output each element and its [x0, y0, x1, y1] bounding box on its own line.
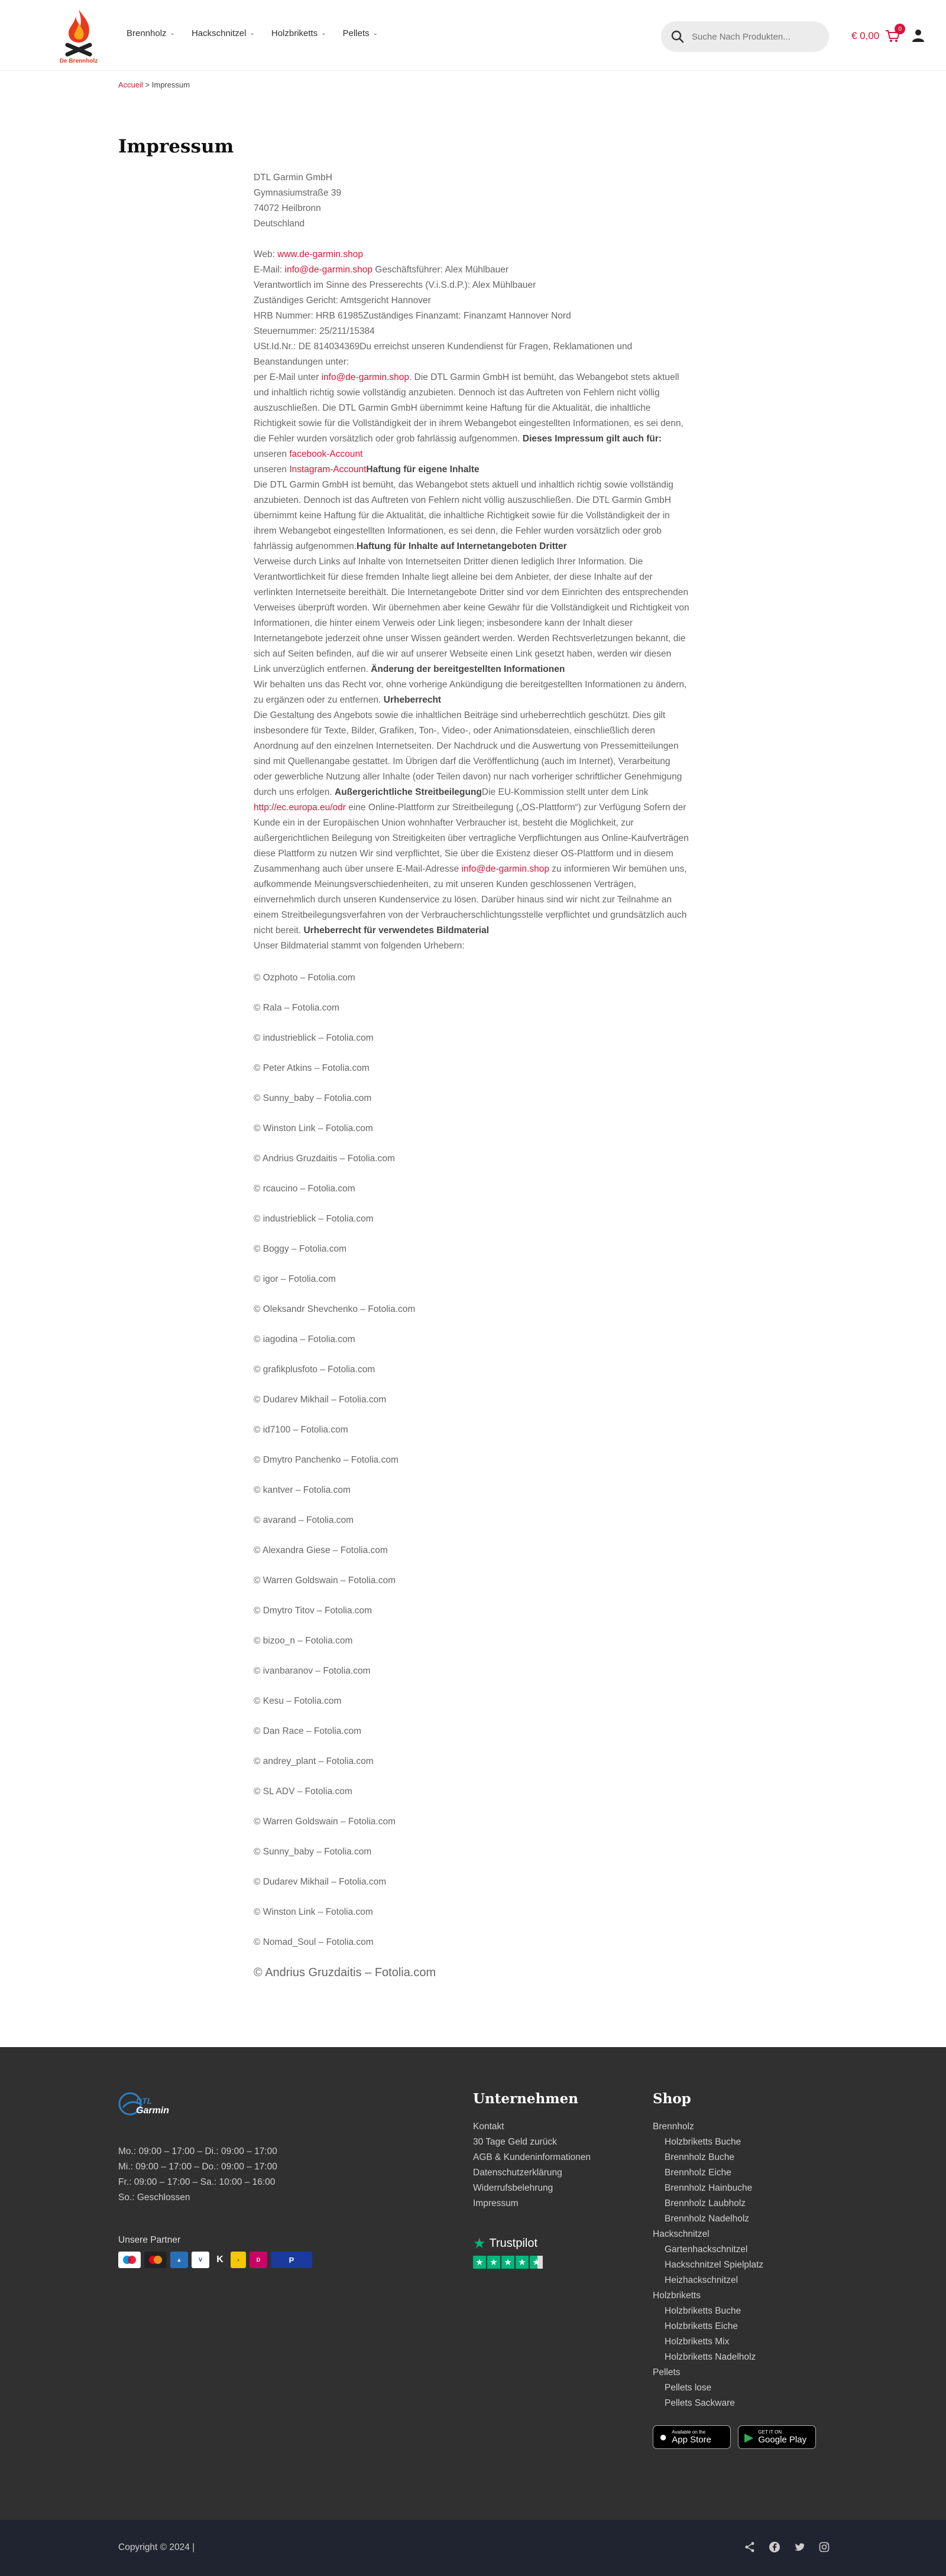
address-line: Deutschland [254, 219, 305, 229]
hours-line: Mi.: 09:00 – 17:00 – Do.: 09:00 – 17:00 [118, 2162, 277, 2172]
text: unseren [254, 449, 290, 459]
image-credit-large: © Andrius Gruzdaitis – Fotolia.com [254, 1966, 436, 1979]
breadcrumb [118, 80, 190, 89]
image-credit: © Dmytro Titov – Fotolia.com [254, 1606, 372, 1616]
breadcrumb-separator: > [145, 80, 150, 89]
image-credit: © Nomad_Soul – Fotolia.com [254, 1937, 374, 1947]
footer-link-agb[interactable]: AGB & Kundeninformationen [473, 2152, 591, 2162]
own-content-paragraph [254, 477, 690, 554]
shop-links [653, 2119, 763, 2411]
email-link[interactable]: info@de-garmin.shop [321, 372, 410, 382]
image-credit: © ivanbaranov – Fotolia.com [254, 1666, 371, 1676]
text: eine Online-Plattform zur Streitbeilegung („OS-Plattform“) zur Verfügung Sofern der Kunde ein in der Europäischen Union wohnhafter Verbraucher ist, besteht die Möglichkeit, zur außergerichtlichen Beilegung von Streitigkeiten über vertragliche Verpflichtungen aus Online-Kaufverträgen diese Plattform zu nutzen Wir sind verpflichtet, Sie über die Existenz dieser OS-Plattform und in diesem Zusammenhang auch über unsere E-Mail-Adresse [254, 803, 689, 874]
image-credit: © Winston Link – Fotolia.com [254, 1907, 373, 1917]
trustpilot-label: Trustpilot [489, 2237, 538, 2250]
star-icon: ★ [473, 2256, 486, 2269]
section-heading: Dieses Impressum gilt auch für: [522, 434, 662, 444]
section-heading: Änderung der bereitgestellten Informationen [371, 664, 565, 674]
web-label: Web: [254, 249, 275, 259]
email-link[interactable]: info@de-garmin.shop [284, 265, 372, 275]
image-credit: © Warren Goldswain – Fotolia.com [254, 1576, 396, 1586]
image-credit: © Rala – Fotolia.com [254, 1003, 339, 1013]
image-credit: © Dudarev Mikhail – Fotolia.com [254, 1395, 387, 1405]
section-heading: Haftung für Inhalte auf Internetangeboten Dritter [357, 541, 567, 551]
share-icon[interactable] [744, 2541, 756, 2553]
page-title: Impressum [118, 136, 234, 157]
images-intro: Unser Bildmaterial stammt von folgenden Urhebern: [254, 941, 465, 951]
maestro-icon [118, 2252, 141, 2268]
site-footer [0, 2047, 946, 2520]
image-credit: © Andrius Gruzdaitis – Fotolia.com [254, 1154, 395, 1164]
play-icon: ▶ [744, 2431, 754, 2444]
star-icon: ★ [516, 2256, 529, 2269]
image-credit: © Dan Race – Fotolia.com [254, 1726, 361, 1736]
website-link[interactable]: www.de-garmin.shop [277, 249, 363, 259]
facebook-link[interactable]: facebook-Account [289, 449, 363, 459]
image-credit: © Sunny_baby – Fotolia.com [254, 1093, 372, 1103]
image-credit: © Sunny_baby – Fotolia.com [254, 1847, 372, 1857]
footer-link-kontakt[interactable]: Kontakt [473, 2122, 504, 2132]
image-credit: © Warren Goldswain – Fotolia.com [254, 1817, 396, 1827]
social-line [254, 462, 690, 477]
text: . Die DTL Garmin GmbH ist bemüht, das Webangebot stets aktuell und inhaltlich richtig sowie vollständig anzubieten. Dennoch ist das Auftreten von Fehlern nicht völlig auszuschließen. Die DTL Garmin GmbH übernimmt keine Haftung für die Aktualität, die inhaltliche Richtigkeit sowie für die Vollständigkeit der in ihrem Webangebot eingestellten Informationen, es sei denn, die Fehler wurden vorsätzlich oder grob fahrlässig aufgenommen. [254, 372, 683, 444]
odr-link[interactable]: http://ec.europa.eu/odr [254, 803, 346, 813]
nav-item-brennholz[interactable] [127, 28, 175, 38]
mastercard-icon [144, 2252, 167, 2268]
image-credit: © Kesu – Fotolia.com [254, 1696, 342, 1706]
trustpilot-logo [473, 2235, 550, 2252]
section-heading: Haftung für eigene Inhalte [366, 464, 480, 475]
image-credit: © id7100 – Fotolia.com [254, 1425, 348, 1435]
footer-shop-sublink[interactable]: Gartenhackschnitzel [665, 2244, 748, 2255]
instagram-icon[interactable] [818, 2541, 830, 2553]
copyright-paragraph [254, 708, 690, 938]
google-play-badge[interactable] [738, 2425, 816, 2449]
footer-shop-sublink[interactable]: Holzbriketts Nadelholz [665, 2352, 756, 2362]
image-credit: © Peter Atkins – Fotolia.com [254, 1063, 370, 1073]
section-heading: Außergerichtliche Streitbeilegung [335, 787, 482, 797]
footer-shop-sublink[interactable]: Pellets Sackware [665, 2398, 735, 2408]
hours-line: Fr.: 09:00 – 17:00 – Sa.: 10:00 – 16:00 [118, 2177, 276, 2187]
company-title: Unternehmen [473, 2091, 578, 2107]
email-label: E-Mail: [254, 265, 283, 275]
cart-icon[interactable] [885, 25, 902, 43]
text: per E-Mail unter [254, 372, 322, 382]
opening-hours [118, 2144, 277, 2205]
footer-shop-category[interactable]: Pellets [653, 2367, 681, 2377]
visa-icon: V [192, 2252, 209, 2268]
star-icon: ★ [473, 2236, 486, 2252]
nav-label: Brennholz [127, 28, 167, 38]
facebook-icon[interactable] [769, 2541, 780, 2553]
company-address [254, 170, 690, 232]
image-credit: © SL ADV – Fotolia.com [254, 1786, 352, 1797]
changes-paragraph [254, 677, 690, 708]
footer-shop-sublink[interactable]: Brennholz Buche [665, 2152, 735, 2162]
site-logo[interactable] [54, 6, 103, 65]
email-link[interactable]: info@de-garmin.shop [461, 864, 549, 874]
image-credit: © Ozphoto – Fotolia.com [254, 973, 355, 983]
chevron-down-icon: ⌄ [372, 30, 378, 37]
bottom-bar [0, 2520, 946, 2576]
svg-text:De Brennholz: De Brennholz [59, 58, 98, 64]
app-store-badges [653, 2425, 816, 2449]
image-credit: © avarand – Fotolia.com [254, 1515, 354, 1525]
footer-shop-sublink[interactable]: Brennholz Eiche [665, 2168, 731, 2178]
app-store-badge[interactable] [653, 2425, 731, 2449]
legal-line: Steuernummer: 25/211/15384 [254, 326, 375, 336]
image-credit: © Winston Link – Fotolia.com [254, 1123, 373, 1133]
footer-shop-category[interactable]: Hackschnitzel [653, 2229, 710, 2239]
image-credit: © Boggy – Fotolia.com [254, 1244, 347, 1254]
apple-icon: ● [659, 2429, 668, 2444]
breadcrumb-home-link[interactable]: Accueil [118, 80, 143, 89]
chevron-down-icon: ⌄ [170, 30, 175, 37]
footer-shop-sublink[interactable]: Holzbriketts Buche [665, 2306, 741, 2316]
account-icon[interactable] [912, 28, 925, 43]
badge-small-text: Available on the [672, 2429, 706, 2435]
social-line [254, 447, 690, 462]
legal-line: Zuständiges Gericht: Amtsgericht Hannover [254, 295, 431, 306]
search-icon[interactable] [670, 30, 685, 44]
footer-shop-sublink[interactable]: Heizhackschnitzel [665, 2275, 738, 2285]
cart-total: € 0,00 [851, 30, 880, 41]
site-header [0, 0, 946, 71]
svg-text:Garmin: Garmin [136, 2106, 170, 2116]
address-line: 74072 Heilbronn [254, 203, 321, 213]
legal-line: USt.Id.Nr.: DE 814034369Du erreichst unseren Kundendienst für Fragen, Reklamationen und Beanstandungen unter: [254, 342, 633, 367]
nav-label: Holzbriketts [271, 28, 318, 38]
text: Verweise durch Links auf Inhalte von Internetseiten Dritter dienen lediglich Ihrer Information. Die Verantwortlichkeit für diese fremden Inhalte liegt alleine bei dem Anbieter, der diese Inhalte auf der verlinkten Internetseite bereithält. Die Internetangebote Dritter sind vor dem Einrichten des entsprechenden Verweises überprüft worden. Wir übernehmen aber keine Gewähr für die Vollständigkeit und Richtigkeit von Informationen, die hinter einem Verweis oder Link liegen; insbesondere kann der Inhalt dieser Internetangebote jederzeit ohne unser Wissen geändert werden. Werden Rechtsverletzungen bekannt, die sich auf Seiten befinden, auf die wir auf unserer Webseite einen Link gesetzt haben, werden wir diesen Link unverzüglich entfernen. [254, 557, 689, 674]
text: Die Gestaltung des Angebots sowie die inhaltlichen Beiträge sind urheberrechtlich geschützt. Dies gilt insbesondere für Texte, Bilder, Grafiken, Ton-, Video-, oder Animationsdateien, einschließlich deren Anordnung auf den einzelnen Internetseiten. Der Nachdruck und die Auswertung von Pressemitteilungen sind mit Quellenangabe gestattet. Im Übrigen darf die Veröffentlichung (auch im Internet), Verarbeitung oder gewerbliche Nutzung aller Inhalte (oder Teilen davon) nur nach vorheriger schriftlicher Genehmigung durch uns erfolgen. [254, 710, 682, 797]
image-credit: © Dudarev Mikhail – Fotolia.com [254, 1877, 387, 1887]
cart-count-badge: 0 [895, 24, 905, 34]
copyright-text: Copyright © 2024 | [118, 2542, 195, 2552]
partners-title: Unsere Partner [118, 2235, 181, 2245]
footer-link-money-back[interactable]: 30 Tage Geld zurück [473, 2137, 557, 2147]
chevron-down-icon: ⌄ [250, 30, 255, 37]
badge-big-text: App Store [672, 2435, 712, 2445]
klarna-icon: K [216, 2255, 223, 2265]
email-line [254, 262, 690, 278]
nav-item-hackschnitzel[interactable] [192, 28, 255, 38]
image-credit: © Oleksandr Shevchenko – Fotolia.com [254, 1304, 416, 1314]
footer-shop-sublink[interactable]: Brennholz Hainbuche [665, 2183, 753, 2193]
nav-item-pellets[interactable] [343, 28, 378, 38]
payment-icons [118, 2252, 312, 2268]
twitter-icon[interactable] [793, 2541, 805, 2553]
footer-shop-sublink[interactable]: Holzbriketts Eiche [665, 2321, 738, 2331]
managing-director: Geschäftsführer: Alex Mühlbauer [372, 265, 509, 275]
nav-label: Pellets [342, 28, 370, 38]
svg-text:DTL: DTL [136, 2096, 153, 2106]
legal-line: HRB Nummer: HRB 61985Zuständiges Finanzamt: Finanzamt Hannover Nord [254, 311, 571, 321]
footer-shop-category[interactable]: Brennholz [653, 2122, 694, 2132]
breadcrumb-current: Impressum [151, 80, 190, 89]
image-credit: © igor – Fotolia.com [254, 1274, 336, 1284]
web-line [254, 247, 690, 262]
text: Die DTL Garmin GmbH ist bemüht, das Webangebot stets aktuell und inhaltlich richtig sowie vollständig anzubieten. Dennoch ist das Auftreten von Fehlern nicht völlig auszuschließen. Die DTL Garmin GmbH übernimmt keine Haftung für die Aktualität, die inhaltliche Richtigkeit sowie für die Vollständigkeit der in ihrem Webangebot eingestellten Informationen, es sei denn, die Fehler wurden vorsätzlich oder grob fahrlässig aufgenommen. [254, 480, 673, 551]
image-credits-list [254, 970, 690, 1950]
address-line: DTL Garmin GmbH [254, 173, 332, 183]
image-credit: © industrieblick – Fotolia.com [254, 1214, 374, 1224]
impressum-content [254, 170, 690, 1980]
trustpilot-widget[interactable] [473, 2235, 550, 2269]
giropay-icon: D [250, 2252, 267, 2268]
footer-shop-sublink[interactable]: Holzbriketts Mix [665, 2337, 730, 2347]
image-credit: © grafikplusfoto – Fotolia.com [254, 1365, 375, 1375]
footer-shop-sublink[interactable]: Brennholz Laubholz [665, 2198, 746, 2208]
footer-link-withdrawal[interactable]: Widerrufsbelehrung [473, 2183, 553, 2193]
nav-item-holzbriketts[interactable] [271, 28, 326, 38]
star-half-icon: ★ [530, 2256, 543, 2269]
hours-line: So.: Geschlossen [118, 2192, 190, 2203]
footer-shop-sublink[interactable]: Brennholz Nadelholz [665, 2214, 750, 2224]
hours-line: Mo.: 09:00 – 17:00 – Di.: 09:00 – 17:00 [118, 2146, 277, 2156]
star-icon: ★ [501, 2256, 514, 2269]
text: Die EU-Kommission stellt unter dem Link [481, 787, 649, 797]
amex-icon: ▲ [170, 2252, 188, 2268]
social-icons [744, 2541, 830, 2553]
badge-big-text: Google Play [758, 2435, 807, 2445]
footer-shop-sublink[interactable]: Pellets lose [665, 2383, 712, 2393]
image-credit: © rcaucino – Fotolia.com [254, 1184, 355, 1194]
image-credit: © kantver – Fotolia.com [254, 1485, 351, 1495]
nav-label: Hackschnitzel [191, 28, 247, 38]
main-nav [127, 28, 378, 38]
disclaimer-paragraph [254, 370, 690, 447]
address-line: Gymnasiumstraße 39 [254, 188, 342, 198]
sofort-icon: › [231, 2252, 246, 2268]
shop-title: Shop [653, 2091, 691, 2107]
search-bar [661, 21, 829, 52]
footer-shop-sublink[interactable]: Holzbriketts Buche [665, 2137, 741, 2147]
chevron-down-icon: ⌄ [321, 30, 326, 37]
paypal-icon: P [271, 2252, 312, 2268]
footer-link-privacy[interactable]: Datenschutzerklärung [473, 2168, 562, 2178]
footer-link-impressum[interactable]: Impressum [473, 2198, 519, 2208]
footer-logo[interactable] [118, 2090, 180, 2119]
third-party-paragraph [254, 554, 690, 677]
instagram-link[interactable]: Instagram-Account [289, 464, 367, 475]
footer-shop-sublink[interactable]: Hackschnitzel Spielplatz [665, 2260, 764, 2270]
cart[interactable] [851, 25, 902, 43]
star-icon: ★ [487, 2256, 500, 2269]
section-heading: Urheberrecht [383, 695, 442, 705]
image-credit: © andrey_plant – Fotolia.com [254, 1756, 374, 1766]
image-credit: © iagodina – Fotolia.com [254, 1334, 355, 1344]
image-credit: © Alexandra Giese – Fotolia.com [254, 1545, 388, 1555]
section-heading: Urheberrecht für verwendetes Bildmaterial [303, 925, 490, 935]
company-links [473, 2119, 591, 2211]
image-credit: © Dmytro Panchenko – Fotolia.com [254, 1455, 399, 1465]
legal-line: Verantwortlich im Sinne des Presserechts (V.i.S.d.P.): Alex Mühlbauer [254, 280, 536, 290]
image-credit: © industrieblick – Fotolia.com [254, 1033, 374, 1043]
image-credit: © bizoo_n – Fotolia.com [254, 1636, 353, 1646]
trustpilot-rating [473, 2256, 550, 2269]
text: unseren [254, 464, 290, 475]
text: Wir behalten uns das Recht vor, ohne vorherige Ankündigung die bereitgestellten Informationen zu ändern, zu ergänzen oder zu entfernen. [254, 680, 687, 705]
footer-shop-category[interactable]: Holzbriketts [653, 2291, 701, 2301]
search-input[interactable] [692, 32, 810, 42]
badge-small-text: GET IT ON [758, 2429, 782, 2435]
text: zu informieren Wir bemühen uns, aufkommende Meinungsverschiedenheiten, zu mit unseren Kunden geschlossenen Verträgen, einvernehmlich durch unseren Kundenservice zu lösen. Darüber hinaus sind wir nicht zur Teilnahme an einem Streitbeilegungsverfahren von der Verbraucherschlichtungsstelle verpflichtet und grundsätzlich auch nicht bereit. [254, 864, 687, 935]
